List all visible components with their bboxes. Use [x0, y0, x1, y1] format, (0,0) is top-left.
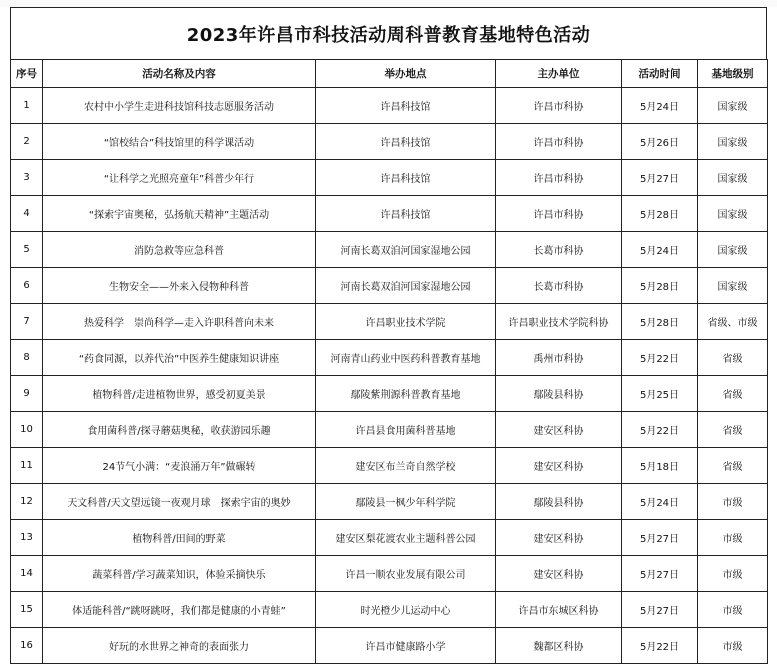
cell-no: 4	[11, 196, 43, 232]
cell-activity-name: 蔬菜科普/学习蔬菜知识，体验采摘快乐	[43, 556, 316, 592]
cell-time: 5月22日	[622, 412, 698, 448]
cell-venue: 许昌科技馆	[316, 88, 496, 124]
cell-level: 国家级	[698, 196, 768, 232]
cell-no: 3	[11, 160, 43, 196]
cell-organizer: 鄢陵县科协	[496, 376, 622, 412]
cell-level: 国家级	[698, 268, 768, 304]
cell-no: 15	[11, 592, 43, 628]
cell-activity-name: “探索宇宙奥秘，弘扬航天精神”主题活动	[43, 196, 316, 232]
header-organizer: 主办单位	[496, 60, 622, 88]
cell-time: 5月27日	[622, 592, 698, 628]
cell-no: 10	[11, 412, 43, 448]
cell-no: 14	[11, 556, 43, 592]
table-header-row	[11, 60, 768, 88]
table-row	[11, 484, 768, 520]
table-row	[11, 268, 768, 304]
table-row	[11, 556, 768, 592]
cell-venue: 时光橙少儿运动中心	[316, 592, 496, 628]
cell-venue: 许昌一顺农业发展有限公司	[316, 556, 496, 592]
document-title: 2023年许昌市科技活动周科普教育基地特色活动	[186, 25, 591, 46]
cell-level: 市级	[698, 592, 768, 628]
cell-time: 5月26日	[622, 124, 698, 160]
cell-level: 市级	[698, 628, 768, 664]
cell-level: 国家级	[698, 88, 768, 124]
cell-no: 13	[11, 520, 43, 556]
cell-venue: 河南青山药业中医药科普教育基地	[316, 340, 496, 376]
cell-organizer: 建安区科协	[496, 520, 622, 556]
cell-organizer: 建安区科协	[496, 448, 622, 484]
cell-no: 16	[11, 628, 43, 664]
cell-activity-name: 植物科普/田间的野菜	[43, 520, 316, 556]
cell-time: 5月24日	[622, 88, 698, 124]
table-row	[11, 160, 768, 196]
table-row	[11, 376, 768, 412]
cell-activity-name: 消防急救等应急科普	[43, 232, 316, 268]
cell-level: 省级	[698, 448, 768, 484]
cell-organizer: 许昌市科协	[496, 196, 622, 232]
cell-venue: 河南长葛双洎河国家湿地公园	[316, 268, 496, 304]
cell-no: 5	[11, 232, 43, 268]
table-row	[11, 88, 768, 124]
cell-activity-name: 农村中小学生走进科技馆科技志愿服务活动	[43, 88, 316, 124]
cell-time: 5月25日	[622, 376, 698, 412]
cell-time: 5月24日	[622, 484, 698, 520]
cell-time: 5月27日	[622, 160, 698, 196]
cell-level: 省级	[698, 376, 768, 412]
cell-no: 9	[11, 376, 43, 412]
cell-time: 5月27日	[622, 556, 698, 592]
cell-activity-name: 体适能科普/“跳呀跳呀，我们都是健康的小青蛙”	[43, 592, 316, 628]
cell-activity-name: “让科学之光照亮童年”科普少年行	[43, 160, 316, 196]
cell-no: 1	[11, 88, 43, 124]
cell-venue: 鄢陵紫荆源科普教育基地	[316, 376, 496, 412]
cell-venue: 许昌科技馆	[316, 124, 496, 160]
header-level: 基地级别	[698, 60, 768, 88]
cell-organizer: 许昌职业技术学院科协	[496, 304, 622, 340]
table-row	[11, 232, 768, 268]
table-row	[11, 412, 768, 448]
cell-venue: 许昌市健康路小学	[316, 628, 496, 664]
cell-no: 2	[11, 124, 43, 160]
table-row	[11, 340, 768, 376]
cell-activity-name: 食用菌科普/探寻蘑菇奥秘，收获游园乐趣	[43, 412, 316, 448]
cell-time: 5月22日	[622, 340, 698, 376]
cell-level: 市级	[698, 520, 768, 556]
cell-organizer: 长葛市科协	[496, 268, 622, 304]
cell-venue: 许昌职业技术学院	[316, 304, 496, 340]
header-no: 序号	[11, 60, 43, 88]
table-row	[11, 520, 768, 556]
cell-time: 5月28日	[622, 304, 698, 340]
top-margin	[0, 0, 777, 7]
cell-no: 6	[11, 268, 43, 304]
cell-organizer: 建安区科协	[496, 556, 622, 592]
cell-venue: 许昌科技馆	[316, 160, 496, 196]
header-activity-name: 活动名称及内容	[43, 60, 316, 88]
cell-organizer: 建安区科协	[496, 412, 622, 448]
cell-time: 5月27日	[622, 520, 698, 556]
cell-no: 8	[11, 340, 43, 376]
cell-activity-name: 热爱科学 崇尚科学—走入许职科普向未来	[43, 304, 316, 340]
cell-venue: 鄢陵县一枫少年科学院	[316, 484, 496, 520]
cell-activity-name: 植物科普/走进植物世界，感受初夏美景	[43, 376, 316, 412]
cell-venue: 建安区梨花渡农业主题科普公园	[316, 520, 496, 556]
cell-organizer: 许昌市科协	[496, 160, 622, 196]
cell-level: 市级	[698, 484, 768, 520]
cell-activity-name: 24节气小满：“麦浪涌万年”做碾转	[43, 448, 316, 484]
table-row	[11, 628, 768, 664]
cell-activity-name: 生物安全——外来入侵物种科普	[43, 268, 316, 304]
table-row	[11, 304, 768, 340]
activity-table	[10, 59, 768, 664]
cell-venue: 许昌科技馆	[316, 196, 496, 232]
cell-time: 5月28日	[622, 196, 698, 232]
cell-organizer: 许昌市科协	[496, 124, 622, 160]
cell-level: 国家级	[698, 232, 768, 268]
cell-venue: 建安区布兰奇自然学校	[316, 448, 496, 484]
cell-organizer: 禹州市科协	[496, 340, 622, 376]
table-row	[11, 592, 768, 628]
cell-level: 省级	[698, 340, 768, 376]
cell-time: 5月22日	[622, 628, 698, 664]
cell-level: 省级、市级	[698, 304, 768, 340]
cell-no: 7	[11, 304, 43, 340]
cell-organizer: 魏都区科协	[496, 628, 622, 664]
cell-activity-name: “馆校结合”科技馆里的科学课活动	[43, 124, 316, 160]
cell-time: 5月28日	[622, 268, 698, 304]
cell-activity-name: 天文科普/天文望远镜一夜观月球 探索宇宙的奥妙	[43, 484, 316, 520]
table-row	[11, 196, 768, 232]
cell-level: 省级	[698, 412, 768, 448]
header-venue: 举办地点	[316, 60, 496, 88]
table-body	[11, 88, 768, 664]
cell-level: 国家级	[698, 124, 768, 160]
cell-organizer: 鄢陵县科协	[496, 484, 622, 520]
cell-activity-name: 好玩的水世界之神奇的表面张力	[43, 628, 316, 664]
title-bar	[10, 7, 767, 60]
cell-level: 国家级	[698, 160, 768, 196]
cell-activity-name: “药食同源，以养代治”中医养生健康知识讲座	[43, 340, 316, 376]
table-row	[11, 124, 768, 160]
cell-venue: 许昌县食用菌科普基地	[316, 412, 496, 448]
cell-time: 5月24日	[622, 232, 698, 268]
table-row	[11, 448, 768, 484]
cell-organizer: 许昌市东城区科协	[496, 592, 622, 628]
cell-organizer: 许昌市科协	[496, 88, 622, 124]
cell-organizer: 长葛市科协	[496, 232, 622, 268]
cell-time: 5月18日	[622, 448, 698, 484]
cell-no: 12	[11, 484, 43, 520]
cell-venue: 河南长葛双洎河国家湿地公园	[316, 232, 496, 268]
cell-level: 市级	[698, 556, 768, 592]
cell-no: 11	[11, 448, 43, 484]
header-time: 活动时间	[622, 60, 698, 88]
